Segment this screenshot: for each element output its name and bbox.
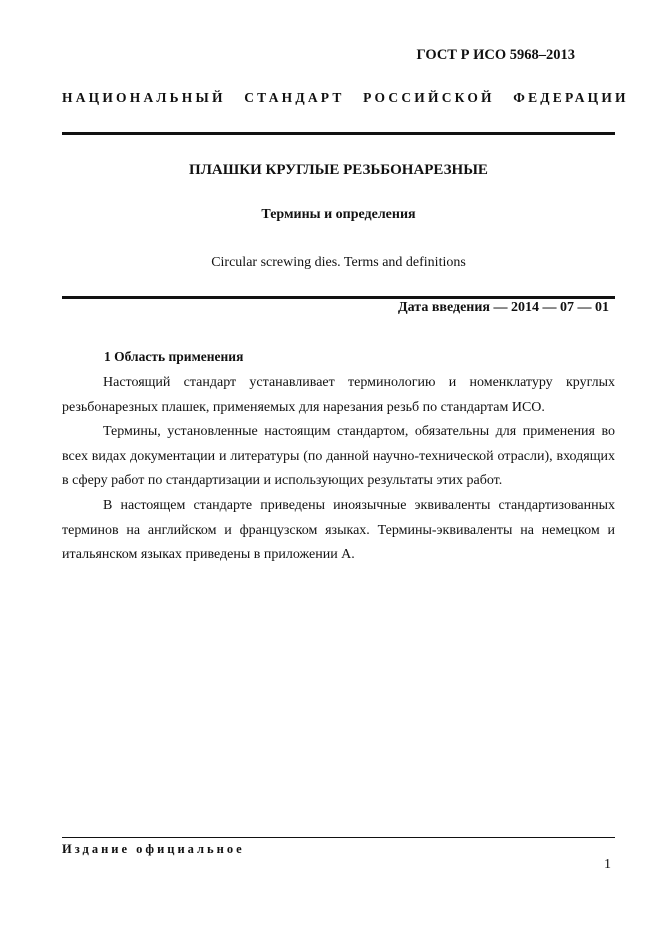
paragraph: Термины, установленные настоящим стандартом, обязательны для применения во всех видах документации и литературы (по данной научно-технической отрасли), входящих в сферу работ по стандартизации и использующих результаты этих работ. (62, 424, 615, 488)
document-number: ГОСТ Р ИСО 5968–2013 (416, 47, 575, 63)
middle-divider (62, 296, 615, 299)
document-title: ПЛАШКИ КРУГЛЫЕ РЕЗЬБОНАРЕЗНЫЕ (189, 162, 488, 178)
top-divider (62, 132, 615, 135)
paragraph: В настоящем стандарте приведены иноязычные эквиваленты стандартизованных терминов на английском и французском языках. Термины-эквиваленты на немецком и итальянском языках приведены в приложении А. (62, 498, 615, 562)
document-subtitle: Термины и определения (261, 207, 416, 222)
footer-divider (62, 837, 615, 838)
section-heading: 1 Область применения (104, 349, 244, 364)
introduction-date: Дата введения — 2014 — 07 — 01 (398, 300, 609, 315)
page-number: 1 (604, 857, 611, 872)
national-standard-header: НАЦИОНАЛЬНЫЙ СТАНДАРТ РОССИЙСКОЙ ФЕДЕРАЦИИ (62, 90, 629, 105)
english-title: Circular screwing dies. Terms and definitions (211, 255, 466, 270)
paragraph: Настоящий стандарт устанавливает терминологию и номенклатуру круглых резьбонарезных плашек, применяемых для нарезания резьб по стандартам ИСО. (62, 375, 615, 415)
official-edition-label: Издание официальное (62, 842, 245, 856)
